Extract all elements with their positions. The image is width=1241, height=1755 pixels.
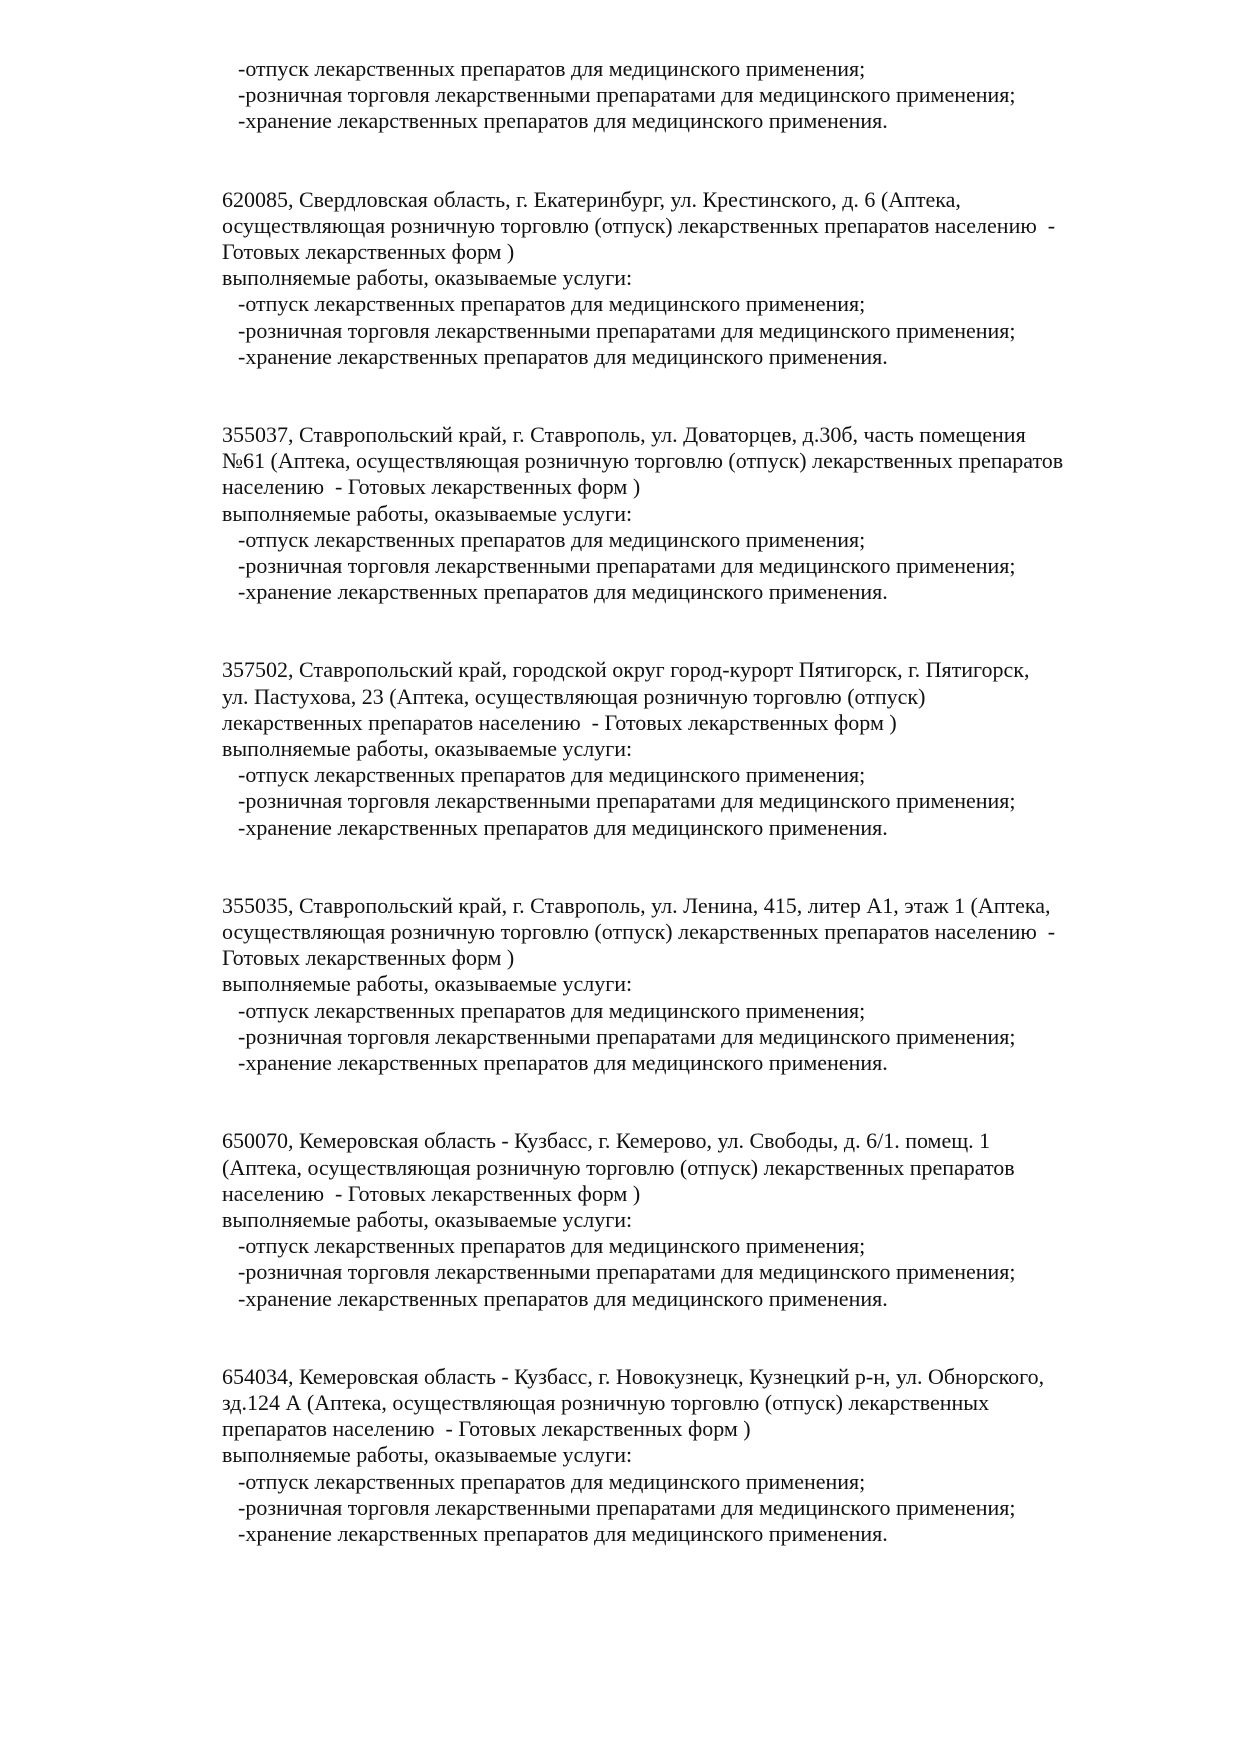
entry-continuation <box>222 56 1202 135</box>
address-line: осуществляющая розничную торговлю (отпуск) лекарственных препаратов населению - <box>222 212 1056 238</box>
service-item: -отпуск лекарственных препаратов для медицинского применения; <box>238 1468 866 1494</box>
service-item: -хранение лекарственных препаратов для медицинского применения. <box>238 343 888 369</box>
services-label: выполняемые работы, оказываемые услуги: <box>222 1206 633 1232</box>
address-line: 654034, Кемеровская область - Кузбасс, г. Новокузнецк, Кузнецкий р-н, ул. Обнорского, <box>222 1363 1045 1389</box>
address-line: 620085, Свердловская область, г. Екатеринбург, ул. Крестинского, д. 6 (Аптека, <box>222 186 961 212</box>
service-item: -отпуск лекарственных препаратов для медицинского применения; <box>238 526 866 552</box>
services-label: выполняемые работы, оказываемые услуги: <box>222 265 633 291</box>
address-line: Готовых лекарственных форм ) <box>222 945 515 971</box>
address-line: населению - Готовых лекарственных форм ) <box>222 474 641 500</box>
service-item: -хранение лекарственных препаратов для медицинского применения. <box>238 579 888 605</box>
service-item: -отпуск лекарственных препаратов для медицинского применения; <box>238 762 866 788</box>
address-line: №61 (Аптека, осуществляющая розничную торговлю (отпуск) лекарственных препаратов <box>222 448 1064 474</box>
service-item: -хранение лекарственных препаратов для медицинского применения. <box>238 1285 888 1311</box>
service-item: -розничная торговля лекарственными препаратами для медицинского применения; <box>238 788 1016 814</box>
pharmacy-entry <box>222 187 1202 370</box>
address-line: осуществляющая розничную торговлю (отпуск) лекарственных препаратов населению - <box>222 919 1056 945</box>
service-item: -отпуск лекарственных препаратов для медицинского применения; <box>238 56 866 81</box>
address-line: лекарственных препаратов населению - Готовых лекарственных форм ) <box>222 709 897 735</box>
services-label: выполняемые работы, оказываемые услуги: <box>222 1442 633 1468</box>
pharmacy-entry <box>222 422 1202 605</box>
services-label: выполняемые работы, оказываемые услуги: <box>222 500 633 526</box>
service-item: -хранение лекарственных препаратов для медицинского применения. <box>238 1050 888 1076</box>
service-item: -розничная торговля лекарственными препаратами для медицинского применения; <box>238 1023 1016 1049</box>
service-item: -хранение лекарственных препаратов для медицинского применения. <box>238 814 888 840</box>
service-item: -хранение лекарственных препаратов для медицинского применения. <box>238 108 888 134</box>
document-page <box>222 56 1202 1547</box>
service-item: -розничная торговля лекарственными препаратами для медицинского применения; <box>238 553 1016 579</box>
address-line: препаратов населению - Готовых лекарственных форм ) <box>222 1416 751 1442</box>
pharmacy-entry <box>222 1128 1202 1311</box>
services-label: выполняемые работы, оказываемые услуги: <box>222 736 633 762</box>
address-line: ул. Пастухова, 23 (Аптека, осуществляющая розничную торговлю (отпуск) <box>222 683 926 709</box>
pharmacy-entry <box>222 893 1202 1076</box>
service-item: -отпуск лекарственных препаратов для медицинского применения; <box>238 997 866 1023</box>
address-line: 650070, Кемеровская область - Кузбасс, г. Кемерово, ул. Свободы, д. 6/1. помещ. 1 <box>222 1128 991 1154</box>
pharmacy-entry <box>222 657 1202 840</box>
address-line: 357502, Ставропольский край, городской округ город-курорт Пятигорск, г. Пятигорск, <box>222 657 1030 683</box>
service-item: -розничная торговля лекарственными препаратами для медицинского применения; <box>238 1259 1016 1285</box>
service-item: -розничная торговля лекарственными препаратами для медицинского применения; <box>238 1494 1016 1520</box>
service-item: -отпуск лекарственных препаратов для медицинского применения; <box>238 1233 866 1259</box>
service-item: -розничная торговля лекарственными препаратами для медицинского применения; <box>238 317 1016 343</box>
pharmacy-entry <box>222 1364 1202 1547</box>
address-line: (Аптека, осуществляющая розничную торговлю (отпуск) лекарственных препаратов <box>222 1154 1015 1180</box>
service-item: -отпуск лекарственных препаратов для медицинского применения; <box>238 291 866 317</box>
address-line: населению - Готовых лекарственных форм ) <box>222 1180 641 1206</box>
address-line: 355035, Ставропольский край, г. Ставрополь, ул. Ленина, 415, литер А1, этаж 1 (Аптека, <box>222 892 1051 918</box>
address-line: 355037, Ставропольский край, г. Ставрополь, ул. Доваторцев, д.30б, часть помещения <box>222 422 1026 448</box>
services-label: выполняемые работы, оказываемые услуги: <box>222 971 633 997</box>
service-item: -хранение лекарственных препаратов для медицинского применения. <box>238 1520 888 1546</box>
service-item: -розничная торговля лекарственными препаратами для медицинского применения; <box>238 82 1016 108</box>
address-line: Готовых лекарственных форм ) <box>222 239 515 265</box>
address-line: зд.124 А (Аптека, осуществляющая розничную торговлю (отпуск) лекарственных <box>222 1389 990 1415</box>
